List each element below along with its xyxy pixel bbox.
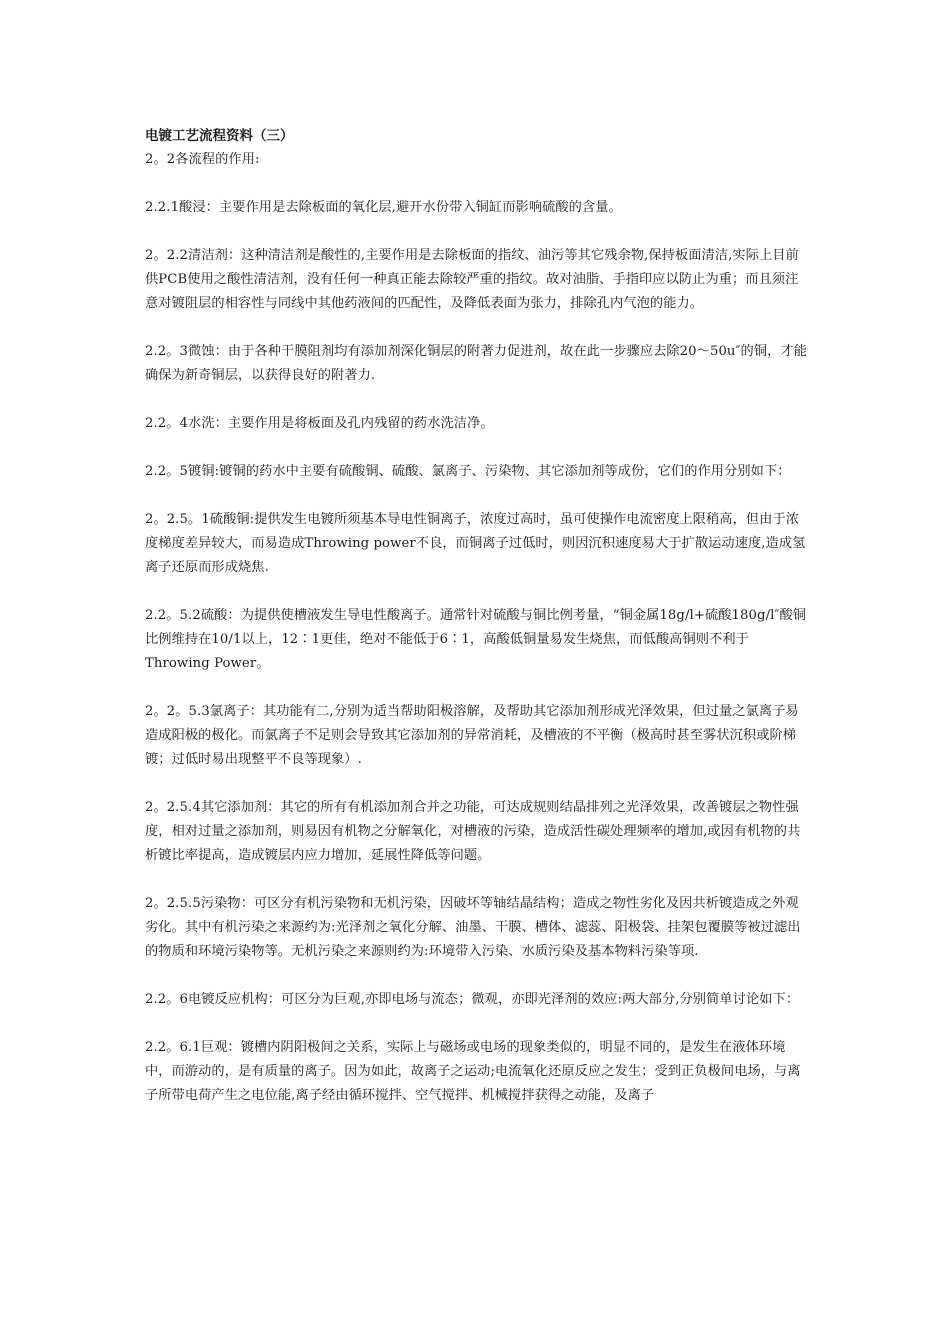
paragraph-gap <box>145 1012 810 1036</box>
paragraph-acid-dip: 2.2.1酸浸：主要作用是去除板面的氧化层,避开水份带入铜缸而影响硫酸的含量。 <box>145 200 622 215</box>
document-page <box>145 124 810 1108</box>
paragraph-gap <box>145 580 810 604</box>
paragraph-gap <box>145 316 810 340</box>
paragraph-other-additives: 2。2.5.4其它添加剂：其它的所有有机添加剂合并之功能，可达成规则结晶排列之光泽效果，改善镀层之物性强度，相对过量之添加剂，则易因有机物之分解氧化，对槽液的污染，造成活性碳处理频率的增加,或因有机物的共析镀比率提高，造成镀层内应力增加，延展性降低等问题。 <box>145 800 801 863</box>
paragraph-water-rinse: 2.2。4水洗：主要作用是将板面及孔内残留的药水洗洁净。 <box>145 416 494 431</box>
paragraph-gap <box>145 436 810 460</box>
paragraph-gap <box>145 388 810 412</box>
paragraph-copper-sulfate: 2。2.5。1硫酸铜:提供发生电镀所须基本导电性铜离子，浓度过高时，虽可使操作电流密度上限稍高，但由于浓度梯度差异较大，而易造成Throwing power不良，而铜离子过低时，则因沉积速度易大于扩散运动速度,造成氢离子还原而形成烧焦. <box>145 512 806 575</box>
paragraph-copper-plating: 2.2。5镀铜:镀铜的药水中主要有硫酸铜、硫酸、氯离子、污染物、其它添加剂等成份，它们的作用分别如下： <box>145 464 791 479</box>
paragraph-chloride-ion: 2。2。5.3氯离子：其功能有二,分别为适当帮助阳极溶解，及帮助其它添加剂形成光泽效果，但过量之氯离子易造成阳极的极化。而氯离子不足则会导致其它添加剂的异常消耗，及槽液的不平衡（极高时甚至雾状沉积或阶梯镀；过低时易出现整平不良等现象）. <box>145 704 799 767</box>
paragraph-gap <box>145 964 810 988</box>
paragraph-contaminants: 2。2.5.5污染物：可区分有机污染物和无机污染，因破坏等轴结晶结构；造成之物性劣化及因共析镀造成之外观劣化。其中有机污染之来源约为:光泽剂之氧化分解、油墨、干膜、槽体、滤蕊、阳极袋、挂架包覆膜等被过滤出的物质和环境污染物等。无机污染之来源则约为:环境带入污染、水质污染及基本物料污染等项. <box>145 896 801 959</box>
section-heading: 2。2各流程的作用: <box>145 152 260 167</box>
paragraph-micro-etch: 2.2。3微蚀：由于各种干膜阻剂均有添加剂深化铜层的附著力促进剂，故在此一步骤应去除20～50u″的铜，才能确保为新奇铜层，以获得良好的附著力. <box>145 344 807 383</box>
paragraph-gap <box>145 172 810 196</box>
paragraph-cleaner: 2。2.2清洁剂：这种清洁剂是酸性的,主要作用是去除板面的指纹、油污等其它残余物,保持板面清洁,实际上目前供PCB使用之酸性清洁剂，没有任何一种真正能去除较严重的指纹。故对油脂、手指印应以防止为重；而且须注意对镀阻层的相容性与同线中其他药液间的匹配性，及降低表面为张力，排除孔内气泡的能力。 <box>145 248 799 311</box>
paragraph-reaction-mechanism: 2.2。6电镀反应机构：可区分为巨观,亦即电场与流态；微观，亦即光泽剂的效应:两大部分,分别简单讨论如下： <box>145 992 800 1007</box>
paragraph-gap <box>145 676 810 700</box>
document-title: 电镀工艺流程资料（三） <box>145 128 294 144</box>
paragraph-gap <box>145 868 810 892</box>
paragraph-gap <box>145 772 810 796</box>
paragraph-macro-view: 2.2。6.1巨观：镀槽内阴阳极间之关系，实际上与磁场或电场的现象类似的，明显不同的，是发生在液体环境中，而游动的，是有质量的离子。因为如此，故离子之运动;电流氧化还原反应之发生；受到正负极间电场，与离子所带电荷产生之电位能,离子经由循环搅拌、空气搅拌、机械搅拌获得之动能，及离子 <box>145 1040 801 1103</box>
paragraph-gap <box>145 220 810 244</box>
paragraph-sulfuric-acid: 2.2。5.2硫酸：为提供使槽液发生导电性酸离子。通常针对硫酸与铜比例考量，“铜金属18g/l+硫酸180g/l″酸铜比例维持在10/1以上，12∶1更佳，绝对不能低于6∶1，高酸低铜量易发生烧焦，而低酸高铜则不利于Throwing Power。 <box>145 608 807 671</box>
paragraph-gap <box>145 484 810 508</box>
